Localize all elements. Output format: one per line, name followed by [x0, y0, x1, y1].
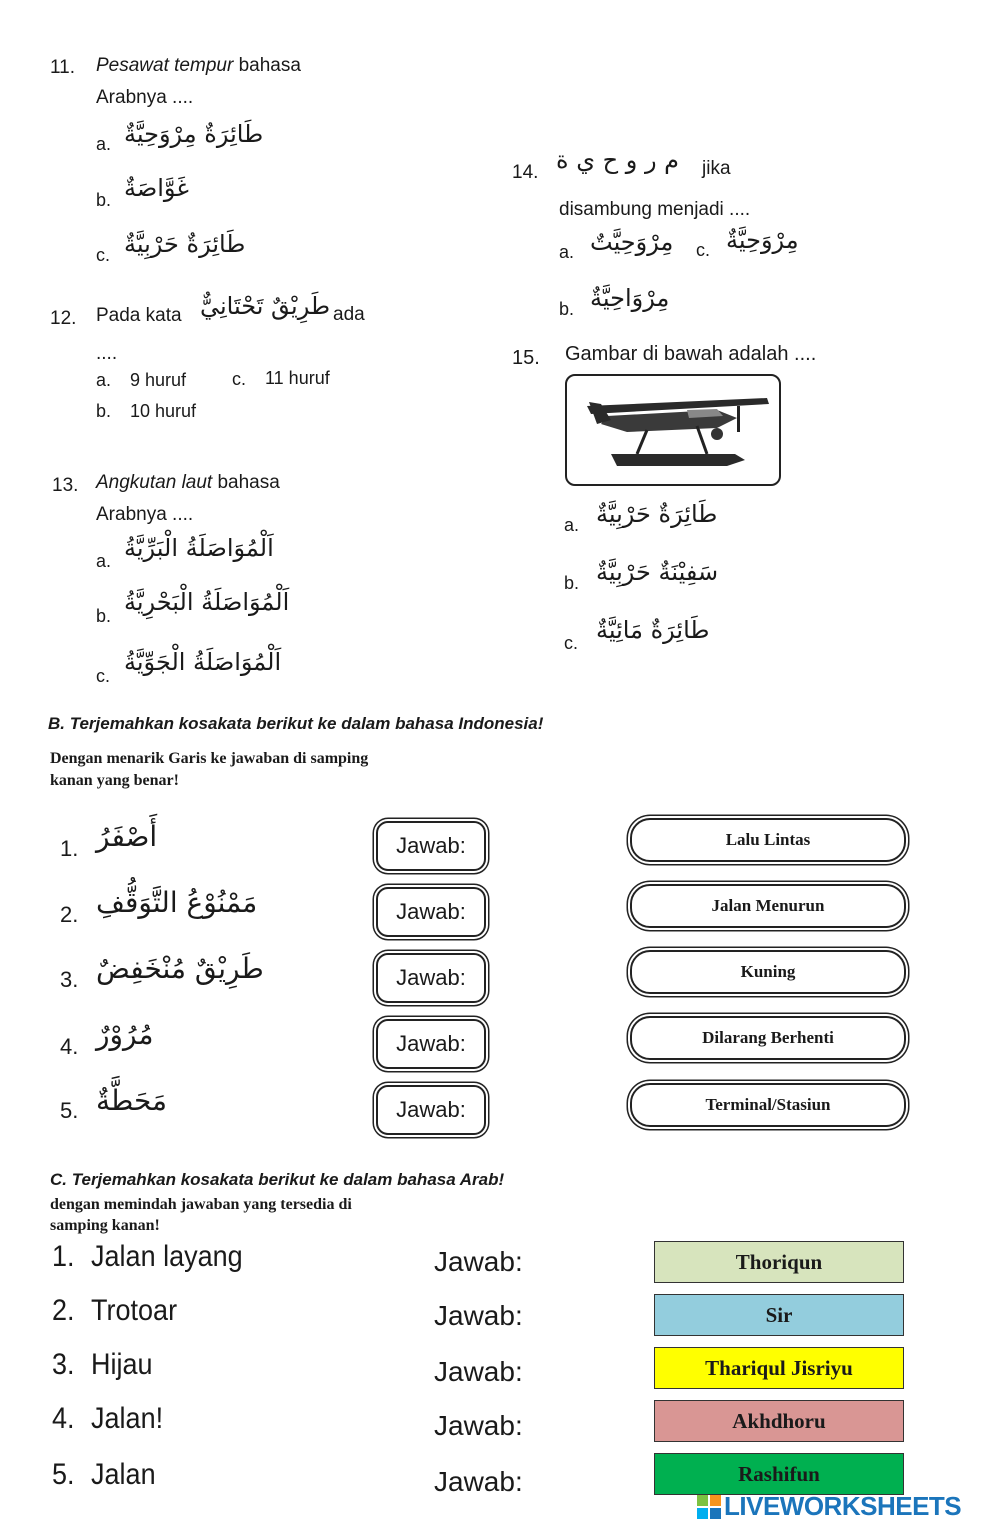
- b-answer-2[interactable]: Jalan Menurun: [630, 884, 906, 928]
- section-c-title-letter: C.: [50, 1170, 67, 1189]
- q11-prompt-line2: Arabnya ....: [96, 87, 194, 108]
- q11-prompt-rest: bahasa: [233, 55, 301, 76]
- q12-option-b: 10 huruf: [130, 401, 197, 421]
- q11-option-a-letter: a.: [96, 134, 112, 154]
- q12-option-c-letter: c.: [232, 369, 247, 389]
- c-answer-2[interactable]: Sir: [654, 1294, 904, 1336]
- q12-option-a: 9 huruf: [130, 370, 187, 390]
- q13-prompt-line2: Arabnya ....: [96, 504, 194, 525]
- b-item-2-number: 2.: [60, 902, 79, 927]
- q14-arabic-letters: م ر و ح ي ة: [556, 146, 680, 174]
- q15-option-b: سَفِيْنَةٌ حَرْبِيَّةٌ: [596, 558, 719, 586]
- q13-option-b: اَلْمُوَاصَلَةُ الْبَحْرِيَّةُ: [124, 588, 290, 616]
- b-jawab-box-1[interactable]: Jawab:: [376, 821, 486, 871]
- q13-option-c-letter: c.: [96, 666, 111, 686]
- q14-option-a-letter: a.: [559, 242, 575, 262]
- b-item-4-number: 4.: [60, 1034, 79, 1059]
- q11-option-b-letter: b.: [96, 190, 112, 210]
- liveworksheets-brand: [696, 1491, 961, 1522]
- b-item-2-arabic: مَمْنُوْعُ التَّوَقُّفِ: [96, 886, 258, 919]
- section-c-title: [50, 1170, 504, 1190]
- b-answer-4[interactable]: Dilarang Berhenti: [630, 1016, 906, 1060]
- c-answer-3[interactable]: Thariqul Jisriyu: [654, 1347, 904, 1389]
- q11-option-a: طَائِرَةٌ مِرْوَحِيَّةٌ: [124, 120, 264, 148]
- q15-number: 15.: [512, 347, 540, 369]
- section-b-instruction-line1: Dengan menarik Garis ke jawaban di samping: [50, 750, 369, 767]
- q14-number: 14.: [512, 162, 539, 183]
- q12-prompt-end: ada: [333, 304, 365, 325]
- q14-option-b: مِرْوَاحِيَّةٌ: [590, 284, 670, 312]
- b-item-3-number: 3.: [60, 967, 79, 992]
- q11-option-c-letter: c.: [96, 245, 111, 265]
- section-c-title-text: Terjemahkan kosakata berikut ke dalam bahasa Arab!: [71, 1170, 505, 1189]
- q11-number: 11.: [50, 57, 76, 78]
- b-jawab-box-5[interactable]: Jawab:: [376, 1085, 486, 1135]
- q13-option-a: اَلْمُوَاصَلَةُ الْبَرِّيَّةُ: [124, 534, 274, 562]
- c-answer-5[interactable]: Rashifun: [654, 1453, 904, 1495]
- c-jawab-label-2[interactable]: Jawab:: [434, 1300, 523, 1331]
- q14-option-b-letter: b.: [559, 299, 575, 319]
- c-item-1-text: Jalan layang: [91, 1240, 243, 1273]
- b-item-5-number: 5.: [60, 1098, 79, 1123]
- q13-option-c: اَلْمُوَاصَلَةُ الْجَوِّيَّةُ: [124, 648, 282, 676]
- c-item-1: [52, 1240, 243, 1274]
- c-item-5-text: Jalan: [91, 1458, 156, 1491]
- c-item-1-number: 1.: [52, 1240, 75, 1273]
- c-item-4-number: 4.: [52, 1402, 75, 1435]
- q13-prompt: [96, 471, 280, 495]
- b-answer-5[interactable]: Terminal/Stasiun: [630, 1083, 906, 1127]
- b-item-3-arabic: طَرِيْقٌ مُنْخَفِضٌ: [96, 952, 264, 985]
- q15-option-b-letter: b.: [564, 573, 580, 593]
- q14-option-c: مِرْوَحِيَّةٌ: [726, 226, 799, 254]
- seaplane-icon: [567, 376, 779, 484]
- q15-option-c: طَائِرَةٌ مَائِيَّةٌ: [596, 616, 710, 644]
- q11-option-b: غَوَّاصَةٌ: [124, 174, 189, 202]
- b-jawab-box-4[interactable]: Jawab:: [376, 1019, 486, 1069]
- q12-arabic-word: طَرِيْقٌ تَحْتَانِيٌّ: [200, 292, 331, 320]
- q11-option-c: طَائِرَةٌ حَرْبِيَّةٌ: [124, 230, 246, 258]
- c-item-4: [52, 1402, 163, 1436]
- q14-prompt-line2: disambung menjadi ....: [559, 199, 751, 220]
- q12-number: 12.: [50, 308, 77, 329]
- q14-prompt-end: jika: [702, 158, 731, 179]
- b-item-4-arabic: مُرُوْرٌ: [96, 1018, 154, 1051]
- b-item-5-arabic: مَحَطَّةٌ: [96, 1084, 168, 1117]
- c-jawab-label-3[interactable]: Jawab:: [434, 1356, 523, 1387]
- q12-option-a-letter: a.: [96, 370, 112, 390]
- b-jawab-box-2[interactable]: Jawab:: [376, 887, 486, 937]
- c-answer-4[interactable]: Akhdhoru: [654, 1400, 904, 1442]
- q13-number: 13.: [52, 475, 79, 496]
- c-item-3-text: Hijau: [91, 1348, 153, 1381]
- seaplane-picture-frame: [565, 374, 781, 486]
- liveworksheets-text: LIVEWORKSHEETS: [724, 1491, 962, 1521]
- c-item-3-number: 3.: [52, 1348, 75, 1381]
- q12-option-c: 11 huruf: [265, 368, 330, 388]
- q11-prompt-italic: Pesawat tempur: [96, 55, 234, 76]
- q13-prompt-italic: Angkutan laut: [96, 472, 213, 493]
- section-c-instruction-line1: dengan memindah jawaban yang tersedia di: [50, 1196, 352, 1213]
- q13-option-a-letter: a.: [96, 551, 112, 571]
- q14-option-a: مِرْوَحِيَّتٌ: [590, 228, 674, 256]
- section-b-instruction-line2: kanan yang benar!: [50, 772, 179, 789]
- c-answer-1[interactable]: Thoriqun: [654, 1241, 904, 1283]
- b-item-1-number: 1.: [60, 836, 79, 861]
- c-item-5: [52, 1458, 156, 1492]
- c-item-4-text: Jalan!: [91, 1402, 164, 1435]
- section-c-instruction-line2: samping kanan!: [50, 1217, 160, 1234]
- q15-option-a: طَائِرَةٌ حَرْبِيَّةٌ: [596, 500, 718, 528]
- c-item-5-number: 5.: [52, 1458, 75, 1491]
- q12-option-b-letter: b.: [96, 401, 112, 421]
- q11-prompt: [96, 54, 301, 78]
- q15-option-a-letter: a.: [564, 515, 580, 535]
- q15-prompt: Gambar di bawah adalah ....: [565, 343, 817, 365]
- liveworksheets-logo-icon: [696, 1494, 722, 1520]
- b-jawab-box-3[interactable]: Jawab:: [376, 953, 486, 1003]
- q12-prompt-start: Pada kata: [96, 305, 182, 326]
- q15-option-c-letter: c.: [564, 633, 579, 653]
- c-item-2: [52, 1294, 177, 1328]
- c-jawab-label-4[interactable]: Jawab:: [434, 1410, 523, 1441]
- b-item-1-arabic: أَصْفَرُ: [96, 820, 158, 853]
- b-answer-1[interactable]: Lalu Lintas: [630, 818, 906, 862]
- c-jawab-label-1[interactable]: Jawab:: [434, 1246, 523, 1277]
- b-answer-3[interactable]: Kuning: [630, 950, 906, 994]
- q13-option-b-letter: b.: [96, 606, 112, 626]
- q14-option-c-letter: c.: [696, 240, 711, 260]
- c-item-2-number: 2.: [52, 1294, 75, 1327]
- q12-dots: ....: [96, 343, 118, 364]
- c-item-2-text: Trotoar: [91, 1294, 178, 1327]
- c-jawab-label-5[interactable]: Jawab:: [434, 1466, 523, 1497]
- section-b-title: B. Terjemahkan kosakata berikut ke dalam bahasa Indonesia!: [48, 714, 544, 733]
- c-item-3: [52, 1348, 153, 1382]
- q13-prompt-rest: bahasa: [212, 472, 280, 493]
